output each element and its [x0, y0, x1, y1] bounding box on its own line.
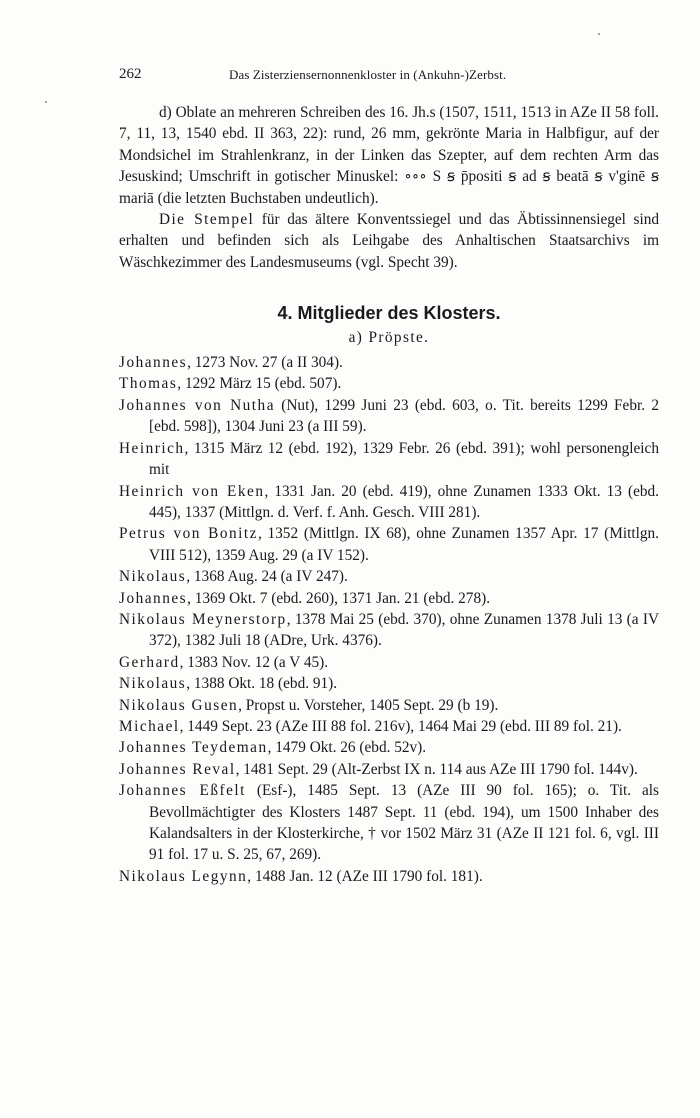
page-number: 262 — [119, 66, 142, 82]
scan-speck — [598, 33, 600, 35]
member-name: Michael — [119, 717, 180, 735]
member-entry — [119, 588, 659, 609]
member-name: Nikolaus Meynerstorp — [119, 610, 287, 628]
member-details: , 1315 März 12 (ebd. 192), 1329 Febr. 26 (ebd. 391); wohl personengleich mit — [149, 439, 659, 479]
member-name: Nikolaus Gusen — [119, 696, 239, 714]
member-details: , 1479 Okt. 26 (ebd. 52v). — [267, 739, 427, 757]
member-details: , 1273 Nov. 27 (a II 304). — [187, 354, 343, 372]
member-entry — [119, 395, 659, 438]
member-name: Gerhard — [119, 653, 180, 671]
member-entry — [119, 438, 659, 481]
member-entry — [119, 866, 659, 887]
paragraph-text: für das ältere Konventssiegel und das Äbtissinnensiegel sind erhalten und befinden sich als Leihgabe des Anhaltischen Staatsarchivs im Wäschkezimmer des Landesmuseums (vgl. Specht 39). — [119, 211, 660, 271]
member-name: Thomas — [119, 375, 178, 393]
member-details: (Nut), 1299 Juni 23 (ebd. 603, o. Tit. bereits 1299 Febr. 2 [ebd. 598]), 1304 Juni 23 (a III 59). — [149, 396, 659, 436]
member-name: Petrus von Bonitz — [119, 525, 258, 543]
member-name: Johannes Eßfelt — [119, 782, 246, 800]
member-details: , Propst u. Vorsteher, 1405 Sept. 29 (b 19). — [238, 696, 499, 714]
member-details: , 1292 März 15 (ebd. 507). — [177, 375, 342, 393]
member-name: Nikolaus Legynn — [119, 867, 248, 885]
member-name: Johannes Teydeman — [119, 739, 268, 757]
member-entry — [119, 652, 659, 673]
member-name: Heinrich — [119, 439, 185, 457]
member-details: (Esf-), 1485 Sept. 13 (AZe III 90 fol. 165); o. Tit. als Bevollmächtigter des Klosters 1487 Sept. 11 (ebd. 194), um 1500 Inhaber des Kalandsalters in der Klosterkirche, † vor 1502 März 31 (AZe II 121 fol. 6, vgl. III 91 fol. 17 u. S. 25, 67, 269). — [149, 782, 659, 864]
member-details: , 1331 Jan. 20 (ebd. 419), ohne Zunamen 1333 Okt. 13 (ebd. 445), 1337 (Mittlgn. d. Verf. f. Anh. Gesch. VIII 281). — [149, 482, 660, 521]
member-name: Nikolaus — [119, 568, 187, 586]
member-name: Johannes — [119, 354, 188, 372]
member-entry — [119, 716, 659, 737]
running-title: Das Zisterziensernonnenkloster in (Ankuhn-)Zerbst. — [229, 67, 507, 82]
member-details: , 1369 Okt. 7 (ebd. 260), 1371 Jan. 21 (ebd. 278). — [187, 589, 491, 607]
member-list — [119, 352, 659, 887]
member-entry — [119, 737, 659, 758]
member-name: Heinrich von Eken — [119, 482, 265, 500]
member-name: Johannes Reval — [119, 760, 236, 778]
member-details: , 1368 Aug. 24 (a IV 247). — [186, 568, 348, 586]
paragraph-oblate: d) Oblate an mehreren Schreiben des 16. Jh.s (1507, 1511, 1513 in AZe II 58 foll. 7, 11, 13, 1540 ebd. II 363, 22): rund, 26 mm, gekrönte Maria in Halbfigur, auf der Mondsichel im Strahlenkranz, in der Linken das Szepter, auf dem rechten Arm das Jesuskind; Umschrift in gotischer Minuskel: ∘∘∘ S ꞩ p̄positi ꞩ ad ꞩ beatā ꞩ v'ginē ꞩ mariā (die letzten Buchstaben undeutlich). — [119, 104, 659, 207]
member-entry — [119, 609, 659, 652]
member-entry — [119, 481, 659, 524]
member-details: , 1352 (Mittlgn. IX 68), ohne Zunamen 1357 Apr. 17 (Mittlgn. VIII 512), 1359 Aug. 29 (a IV 152). — [149, 525, 659, 564]
scan-speck — [45, 101, 47, 103]
member-details: , 1388 Okt. 18 (ebd. 91). — [186, 675, 338, 693]
member-details: , 1383 Nov. 12 (a V 45). — [179, 653, 329, 671]
member-entry — [119, 352, 659, 373]
member-entry — [119, 523, 659, 566]
section-title: 4. Mitglieder des Klosters. — [277, 303, 501, 324]
member-entry — [119, 759, 659, 780]
spaced-lead: Die Stempel — [159, 211, 255, 229]
member-details: , 1449 Sept. 23 (AZe III 88 fol. 216v), 1464 Mai 29 (ebd. III 89 fol. 21). — [179, 717, 622, 735]
page-body — [119, 102, 659, 887]
member-name: Johannes von Nutha — [119, 396, 275, 414]
member-entry — [119, 695, 659, 716]
member-details: , 1488 Jan. 12 (AZe III 1790 fol. 181). — [247, 867, 483, 885]
member-entry — [119, 673, 659, 694]
section-subtitle: a) Pröpste. — [348, 328, 430, 346]
member-entry — [119, 373, 659, 394]
paragraph-stempel — [119, 209, 659, 273]
member-details: , 1378 Mai 25 (ebd. 370), ohne Zunamen 1378 Juli 13 (a IV 372), 1382 Juli 18 (ADre, Urk. 4376). — [149, 610, 659, 650]
member-name: Johannes — [119, 589, 188, 607]
member-details: , 1481 Sept. 29 (Alt-Zerbst IX n. 114 aus AZe III 1790 fol. 144v). — [235, 760, 638, 778]
member-entry — [119, 780, 659, 866]
member-entry — [119, 566, 659, 587]
member-name: Nikolaus — [119, 675, 187, 693]
